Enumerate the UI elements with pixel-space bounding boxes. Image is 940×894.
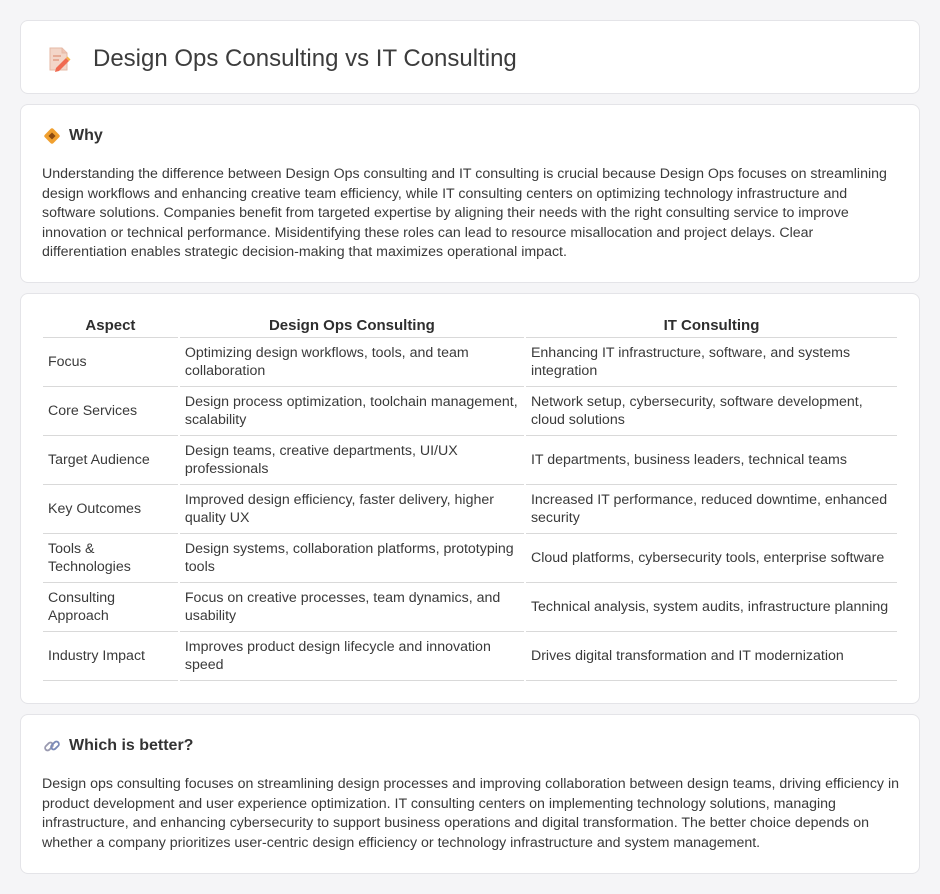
aspect-cell: Tools & Technologies	[43, 534, 178, 583]
aspect-cell: Consulting Approach	[43, 583, 178, 632]
design-ops-cell: Improves product design lifecycle and innovation speed	[180, 632, 524, 681]
better-text: Design ops consulting focuses on streamlining design processes and improving collaboration between design teams, driving efficiency in product development and user experience optimization. IT consulting centers on implementing technology solutions, managing infrastructure, and enhancing cybersecurity to support business operations and digital transformation. The better choice depends on whether a company prioritizes user-centric design efficiency or technology infrastructure and system management.	[42, 776, 899, 851]
design-ops-cell: Design systems, collaboration platforms, prototyping tools	[180, 534, 524, 583]
table-row	[43, 632, 897, 681]
document-pencil-icon	[47, 46, 71, 72]
aspect-cell: Target Audience	[43, 436, 178, 485]
why-title: Why	[69, 127, 103, 144]
title-row	[47, 45, 517, 73]
why-text: Understanding the difference between Design Ops consulting and IT consulting is crucial because Design Ops focuses on streamlining design workflows and enhancing creative team efficiency, while IT consulting centers on optimizing technology infrastructure and software solutions. Companies benefit from targeted expertise by aligning their needs with the right consulting service to improve innovation or technical performance. Misidentifying these roles can lead to resource misallocation and project delays. Clear differentiation enables strategic decision-making that maximizes operational impact.	[42, 166, 887, 261]
it-consulting-cell: Drives digital transformation and IT modernization	[526, 632, 897, 681]
table-row	[43, 485, 897, 534]
it-consulting-cell: Enhancing IT infrastructure, software, and systems integration	[526, 338, 897, 387]
header-design-ops: Design Ops Consulting	[180, 314, 524, 338]
header-card	[20, 20, 920, 94]
it-consulting-cell: IT departments, business leaders, technical teams	[526, 436, 897, 485]
comparison-table	[41, 314, 899, 681]
table-row	[43, 436, 897, 485]
link-icon	[43, 737, 61, 755]
it-consulting-cell: Network setup, cybersecurity, software development, cloud solutions	[526, 387, 897, 436]
aspect-cell: Industry Impact	[43, 632, 178, 681]
it-consulting-cell: Cloud platforms, cybersecurity tools, enterprise software	[526, 534, 897, 583]
table-row	[43, 583, 897, 632]
header-it-consulting: IT Consulting	[526, 314, 897, 338]
design-ops-cell: Optimizing design workflows, tools, and team collaboration	[180, 338, 524, 387]
better-title: Which is better?	[69, 737, 194, 754]
it-consulting-cell: Technical analysis, system audits, infrastructure planning	[526, 583, 897, 632]
diamond-sign-icon	[43, 127, 61, 145]
design-ops-cell: Design process optimization, toolchain management, scalability	[180, 387, 524, 436]
table-row	[43, 338, 897, 387]
table-row	[43, 534, 897, 583]
header-aspect: Aspect	[43, 314, 178, 338]
page-title: Design Ops Consulting vs IT Consulting	[93, 45, 517, 72]
why-card	[20, 104, 920, 283]
design-ops-cell: Design teams, creative departments, UI/UX professionals	[180, 436, 524, 485]
aspect-cell: Core Services	[43, 387, 178, 436]
table-header-row	[43, 314, 897, 338]
why-heading	[43, 127, 103, 145]
aspect-cell: Focus	[43, 338, 178, 387]
which-is-better-card	[20, 714, 920, 874]
comparison-table-card	[20, 293, 920, 704]
design-ops-cell: Focus on creative processes, team dynamics, and usability	[180, 583, 524, 632]
better-heading	[43, 737, 193, 755]
design-ops-cell: Improved design efficiency, faster delivery, higher quality UX	[180, 485, 524, 534]
aspect-cell: Key Outcomes	[43, 485, 178, 534]
table-row	[43, 387, 897, 436]
it-consulting-cell: Increased IT performance, reduced downtime, enhanced security	[526, 485, 897, 534]
